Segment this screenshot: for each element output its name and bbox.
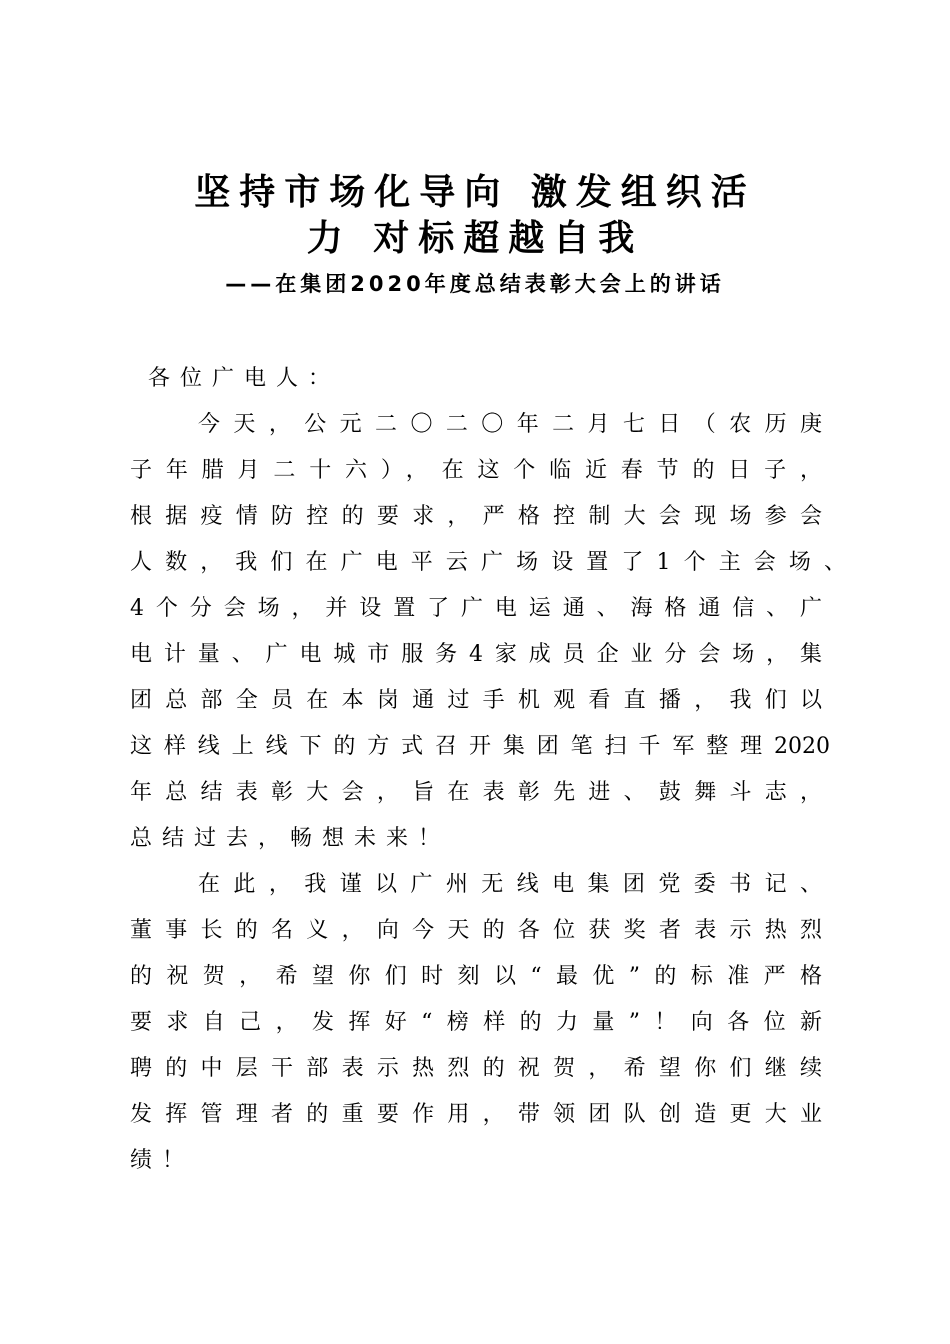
paragraph-2-line: 聘的中层干部表示热烈的祝贺，希望你们继续 bbox=[130, 1056, 822, 1081]
paragraph-1-line: 年总结表彰大会，旨在表彰先进、鼓舞斗志， bbox=[130, 780, 822, 805]
paragraph-2-line: 绩！ bbox=[130, 1148, 195, 1173]
subtitle: ——在集团2020年度总结表彰大会上的讲话 bbox=[225, 272, 725, 296]
paragraph-1-line: 今天，公元二〇二〇年二月七日（农历庚 bbox=[198, 412, 822, 437]
paragraph-1-line: 团总部全员在本岗通过手机观看直播，我们以 bbox=[130, 688, 822, 713]
salutation: 各位广电人： bbox=[148, 366, 341, 391]
paragraph-2-line: 的祝贺，希望你们时刻以“最优”的标准严格 bbox=[130, 964, 822, 989]
paragraph-1-line: 根据疫情防控的要求，严格控制大会现场参会 bbox=[130, 504, 822, 529]
title-line-1: 坚持市场化导向 激发组织活 bbox=[194, 171, 756, 213]
paragraph-1-line: 4个分会场，并设置了广电运通、海格通信、广 bbox=[130, 596, 822, 621]
paragraph-2-line: 发挥管理者的重要作用，带领团队创造更大业 bbox=[130, 1102, 822, 1127]
paragraph-2-line: 在此，我谨以广州无线电集团党委书记、 bbox=[198, 872, 822, 897]
paragraph-1-line: 这样线上线下的方式召开集团笔扫千军整理2020 bbox=[130, 734, 830, 759]
paragraph-1-line: 电计量、广电城市服务4家成员企业分会场，集 bbox=[130, 642, 822, 667]
paragraph-1-line: 子年腊月二十六），在这个临近春节的日子， bbox=[130, 458, 822, 483]
paragraph-1-line: 人数，我们在广电平云广场设置了1个主会场、 bbox=[130, 550, 846, 575]
paragraph-2-line: 要求自己，发挥好“榜样的力量”！向各位新 bbox=[130, 1010, 822, 1035]
title-line-2: 力 对标超越自我 bbox=[306, 217, 644, 259]
paragraph-1-line: 总结过去，畅想未来！ bbox=[130, 826, 451, 851]
paragraph-2-line: 董事长的名义，向今天的各位获奖者表示热烈 bbox=[130, 918, 822, 943]
